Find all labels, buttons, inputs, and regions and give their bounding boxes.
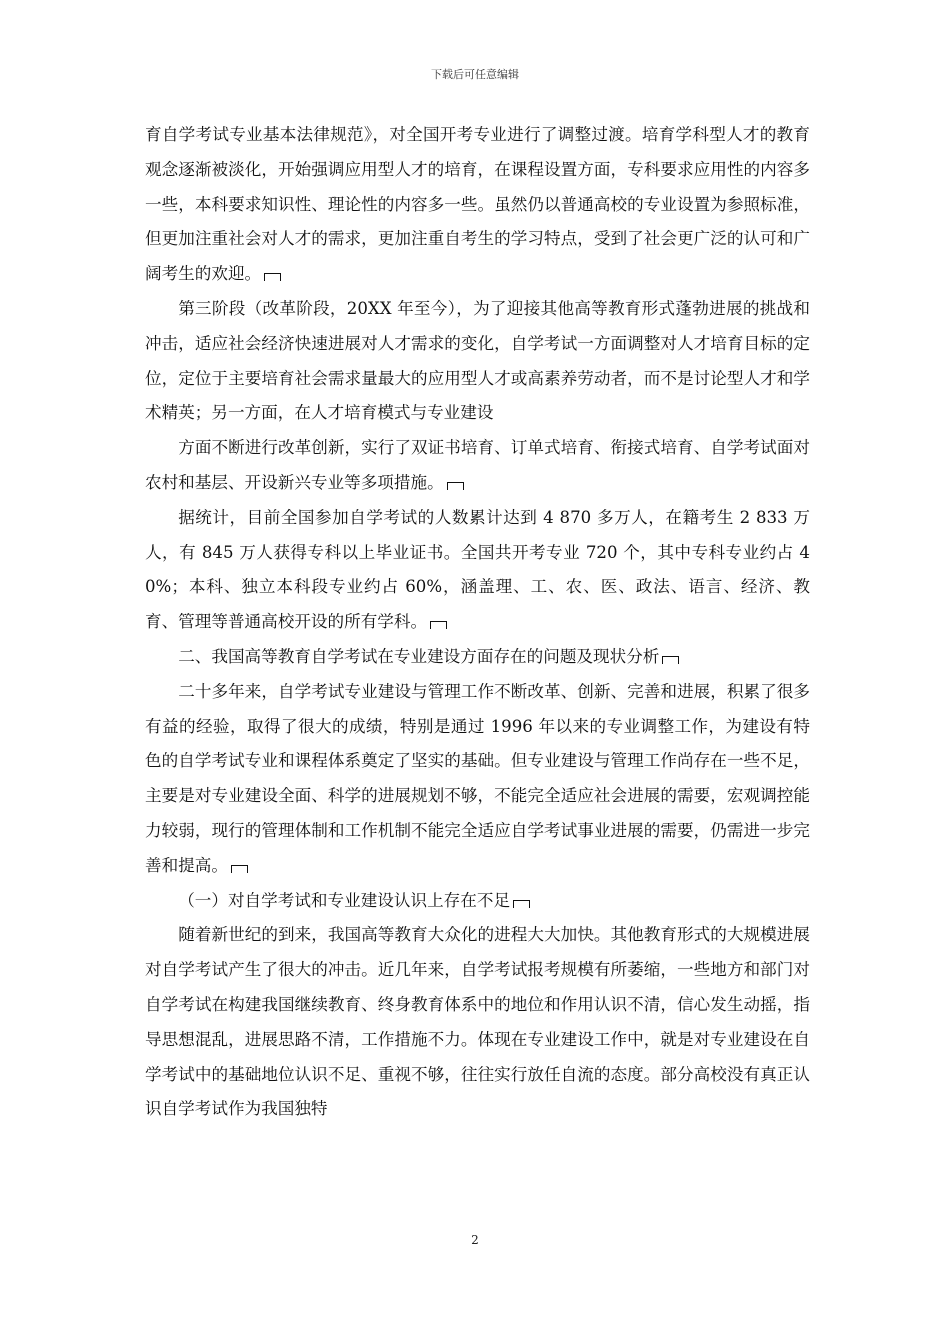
section-heading xyxy=(145,640,810,675)
page-header: 下载后可任意编辑 xyxy=(431,68,519,81)
paragraph-text: 随着新世纪的到来，我国高等教育大众化的进程大大加快。其他教育形式的大规模进展对自学考试产生了很大的冲击。近几年来，自学考试报考规模有所萎缩，一些地方和部门对自学考试在构建我国继续教育、终身教育体系中的地位和作用认识不清，信心发生动摇，指导思想混乱，进展思路不清，工作措施不力。体现在专业建设工作中，就是对专业建设在自学考试中的基础地位认识不足、重视不够，往往实行放任自流的态度。部分高校没有真正认识自学考试作为我国独特 xyxy=(145,925,810,1119)
paragraph-mark-icon xyxy=(264,273,281,281)
paragraph-mark-icon xyxy=(447,482,464,490)
paragraph xyxy=(145,501,810,640)
document-body xyxy=(145,118,810,1127)
subsection-heading-text: （一）对自学考试和专业建设认识上存在不足 xyxy=(178,890,511,910)
paragraph-text: 据统计，目前全国参加自学考试的人数累计达到 4 870 多万人，在籍考生 2 833 万人，有 845 万人获得专科以上毕业证书。全国共开考专业 720 个，其中专科专业约占 40%；本科、独立本科段专业约占 60%，涵盖理、工、农、医、政法、语言、经济、教育、管理等普通高校开设的所有学科。 xyxy=(145,507,810,632)
subsection-heading xyxy=(145,884,810,919)
paragraph xyxy=(145,292,810,431)
paragraph-mark-icon xyxy=(513,900,530,908)
paragraph-text: 方面不断进行改革创新，实行了双证书培育、订单式培育、衔接式培育、自学考试面对农村和基层、开设新兴专业等多项措施。 xyxy=(145,438,810,492)
page-number: 2 xyxy=(471,1233,479,1247)
paragraph xyxy=(145,118,810,292)
paragraph xyxy=(145,675,810,884)
paragraph-text: 育自学考试专业基本法律规范》，对全国开考专业进行了调整过渡。培育学科型人才的教育观念逐渐被淡化，开始强调应用型人才的培育，在课程设置方面，专科要求应用性的内容多一些，本科要求知识性、理论性的内容多一些。虽然仍以普通高校的专业设置为参照标准，但更加注重社会对人才的需求，更加注重自考生的学习特点，受到了社会更广泛的认可和广阔考生的欢迎。 xyxy=(145,125,810,284)
paragraph-text: 二十多年来，自学考试专业建设与管理工作不断改革、创新、完善和进展，积累了很多有益的经验，取得了很大的成绩，特别是通过 1996 年以来的专业调整工作，为建设有特色的自学考试专业和课程体系奠定了坚实的基础。但专业建设与管理工作尚存在一些不足，主要是对专业建设全面、科学的进展规划不够，不能完全适应社会进展的需要，宏观调控能力较弱，现行的管理体制和工作机制不能完全适应自学考试事业进展的需要，仍需进一步完善和提高。 xyxy=(145,681,810,875)
paragraph xyxy=(145,431,810,501)
paragraph-mark-icon xyxy=(430,621,447,629)
paragraph-mark-icon xyxy=(662,656,679,664)
section-heading-text: 二、我国高等教育自学考试在专业建设方面存在的问题及现状分析 xyxy=(178,646,660,666)
paragraph-text: 第三阶段（改革阶段，20XX 年至今），为了迎接其他高等教育形式蓬勃进展的挑战和冲击，适应社会经济快速进展对人才需求的变化，自学考试一方面调整对人才培育目标的定位，定位于主要培育社会需求量最大的应用型人才或高素养劳动者，而不是讨论型人才和学术精英；另一方面，在人才培育模式与专业建设 xyxy=(145,298,810,423)
paragraph-mark-icon xyxy=(231,865,248,873)
paragraph xyxy=(145,918,810,1127)
